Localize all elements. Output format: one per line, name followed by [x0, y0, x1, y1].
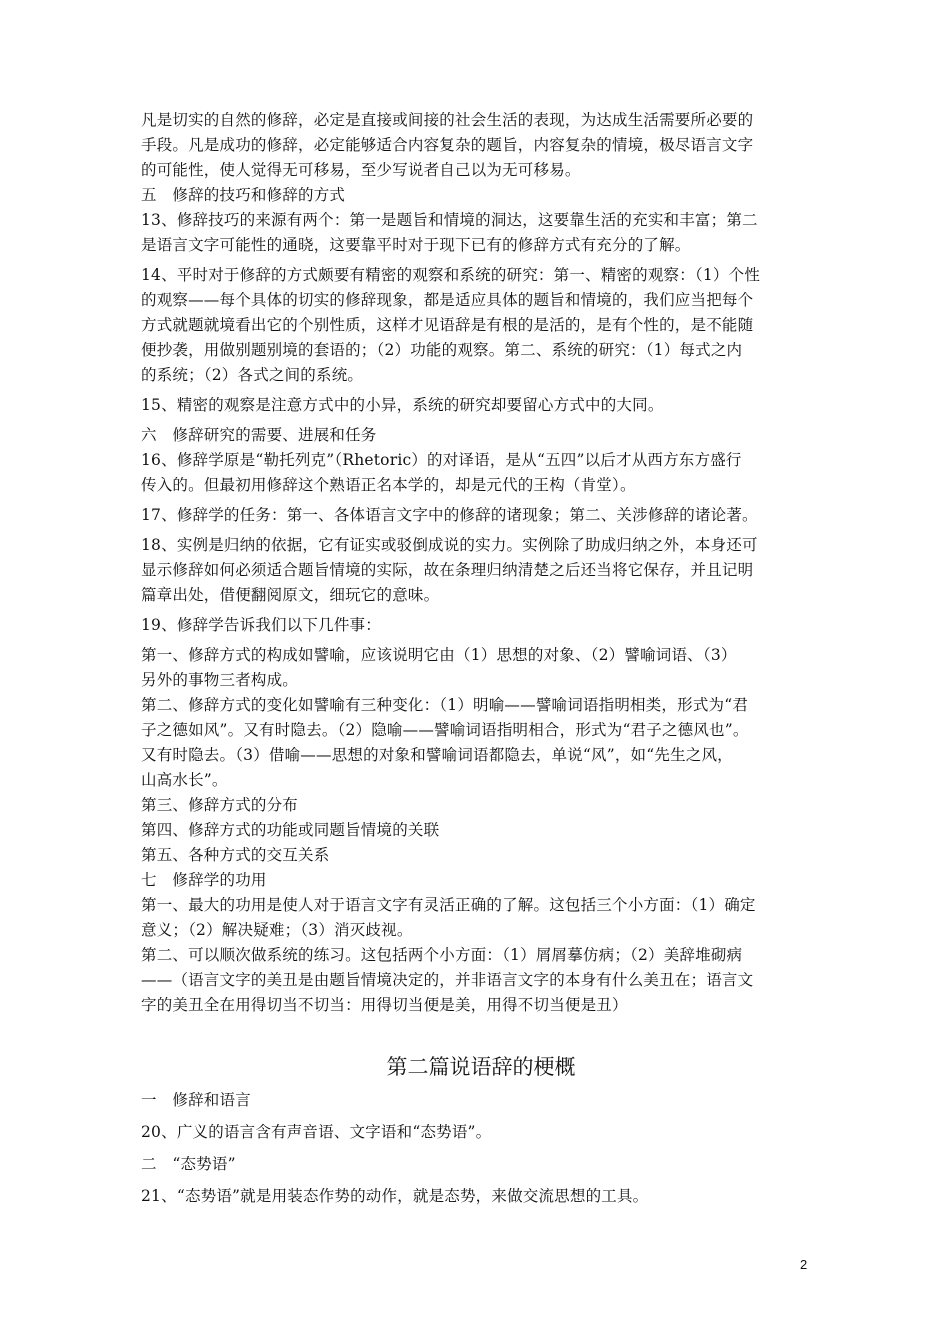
text-line: 便抄袭，用做别题别境的套语的；（2）功能的观察。第二、系统的研究：（1）每式之内 [141, 341, 743, 359]
text-line: 第二、可以顺次做系统的练习。这包括两个小方面：（1）屑屑摹仿病；（2）美辞堆砌病 [141, 946, 743, 964]
text-line: 传入的。但最初用修辞这个熟语正名本学的，却是元代的王构（肯堂）。 [141, 476, 636, 494]
item-fifth: 第五、各种方式的交互关系 [141, 846, 330, 864]
text-line: 是语言文字可能性的通晓，这要靠平时对于现下已有的修辞方式有充分的了解。 [141, 236, 691, 254]
item-first [141, 643, 821, 693]
text-line: 13、修辞技巧的来源有两个：第一是题旨和情境的洞达，这要靠生活的充实和丰富；第二 [141, 211, 758, 229]
text-line: 字的美丑全在用得切当不切当：用得切当便是美，用得不切当便是丑） [141, 996, 628, 1014]
section-heading: 二 “态势语” [141, 1155, 236, 1173]
text-line: 凡是切实的自然的修辞，必定是直接或间接的社会生活的表现，为达成生活需要所必要的 [141, 111, 754, 129]
paragraph-15 [141, 393, 821, 418]
text-line: 的系统；（2）各式之间的系统。 [141, 366, 364, 384]
section-heading: 一 修辞和语言 [141, 1091, 251, 1109]
paragraph-13 [141, 208, 821, 258]
section-heading: 五 修辞的技巧和修辞的方式 [141, 186, 346, 204]
text-line: 意义；（2）解决疑难；（3）消灭歧视。 [141, 921, 413, 939]
text-line: 显示修辞如何必须适合题旨情境的实际，故在条理归纳清楚之后还当将它保存，并且记明 [141, 561, 754, 579]
item-fourth: 第四、修辞方式的功能或同题旨情境的关联 [141, 821, 440, 839]
text-line: 15、精密的观察是注意方式中的小异，系统的研究却要留心方式中的大同。 [141, 396, 664, 414]
intro-paragraph [141, 108, 821, 183]
paragraph-20: 20、广义的语言含有声音语、文字语和“态势语”。 [141, 1123, 492, 1141]
text-line: 手段。凡是成功的修辞，必定能够适合内容复杂的题旨，内容复杂的情境，极尽语言文字 [141, 136, 754, 154]
chapter-title: 第二篇说语辞的梗概 [386, 1055, 576, 1079]
text-line: 方式就题就境看出它的个别性质，这样才见语辞是有根的是活的，是有个性的，是不能随 [141, 316, 754, 334]
paragraph-18 [141, 533, 821, 608]
text-line: 又有时隐去。（3）借喻——思想的对象和譬喻词语都隐去，单说“风”，如“先生之风， [141, 746, 733, 764]
paragraph-14 [141, 263, 821, 388]
text-line: ——（语言文字的美丑是由题旨情境决定的，并非语言文字的本身有什么美丑在；语言文 [141, 971, 754, 989]
text-line: 第一、修辞方式的构成如譬喻，应该说明它由（1）思想的对象、（2）譬喻词语、（3） [141, 646, 737, 664]
section-heading: 七 修辞学的功用 [141, 871, 267, 889]
paragraph-21: 21、“态势语”就是用装态作势的动作，就是态势，来做交流思想的工具。 [141, 1187, 649, 1205]
paragraph-19 [141, 613, 821, 638]
text-line: 17、修辞学的任务：第一、各体语言文字中的修辞的诸现象；第二、关涉修辞的诸论著。 [141, 506, 758, 524]
function-first [141, 893, 821, 943]
item-second [141, 693, 821, 793]
text-line: 第二、修辞方式的变化如譬喻有三种变化：（1）明喻——譬喻词语指明相类，形式为“君 [141, 696, 749, 714]
text-line: 16、修辞学原是“勒托列克”（Rhetoric）的对译语，是从“五四”以后才从西方东方盛行 [141, 451, 742, 469]
text-line: 19、修辞学告诉我们以下几件事： [141, 616, 381, 634]
text-line: 第一、最大的功用是使人对于语言文字有灵活正确的了解。这包括三个小方面：（1）确定 [141, 896, 756, 914]
text-line: 的可能性，使人觉得无可移易，至少写说者自己以为无可移易。 [141, 161, 581, 179]
text-line: 子之德如风”。又有时隐去。（2）隐喻——譬喻词语指明相合，形式为“君子之德风也”。 [141, 721, 749, 739]
text-line: 的观察——每个具体的切实的修辞现象，都是适应具体的题旨和情境的，我们应当把每个 [141, 291, 754, 309]
paragraph-17 [141, 503, 821, 528]
function-second [141, 943, 821, 1018]
page-number: 2 [800, 1257, 808, 1272]
paragraph-16 [141, 448, 821, 498]
section-heading: 六 修辞研究的需要、进展和任务 [141, 426, 377, 444]
text-line: 篇章出处，借便翻阅原文，细玩它的意味。 [141, 586, 440, 604]
page-content [141, 108, 821, 1209]
text-line: 18、实例是归纳的依据，它有证实或驳倒成说的实力。实例除了助成归纳之外，本身还可 [141, 536, 758, 554]
text-line: 山高水长”。 [141, 771, 228, 789]
text-line: 另外的事物三者构成。 [141, 671, 299, 689]
text-line: 14、平时对于修辞的方式颇要有精密的观察和系统的研究：第一、精密的观察：（1）个性 [141, 266, 761, 284]
item-third: 第三、修辞方式的分布 [141, 796, 299, 814]
